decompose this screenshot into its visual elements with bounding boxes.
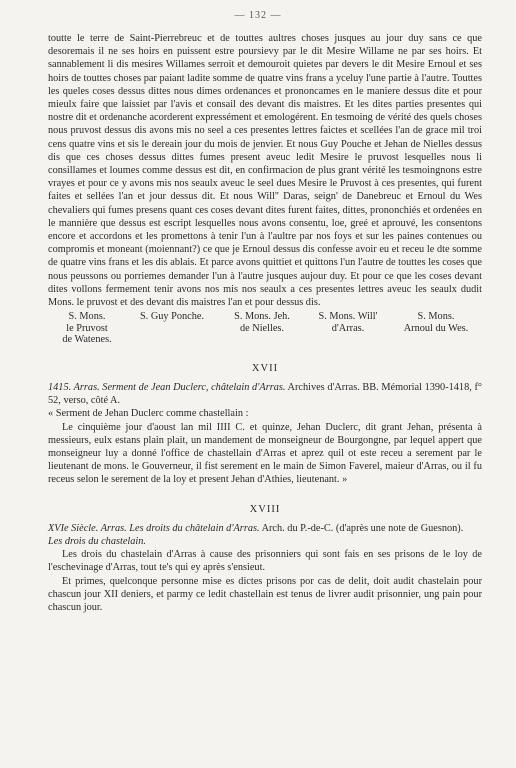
- section-17-text: Le cinquième jour d'aoust lan mil IIII C. et quinze, Jehan Duclerc, dit grant Jehan, présenta à messieurs, eulx estans plain plait, un mandement de monseigneur de Bourgongne, par lequel appert que monseigneur luy a donné l'office de chastellain d'Arras et aprez quil ot este receu a serement par le lieutenant de mons. le Gouverneur, il fist serement en le main de Simon Faverel, maieur d'Arras, ou il fu receus selon le serement de la loy et present Jehan d'Athies, lieutenant. »: [48, 421, 482, 486]
- section-17-heading: XVII: [251, 362, 279, 374]
- section-18-subtitle: Les drois du chastelain.: [48, 536, 147, 547]
- charter-paragraph: toutte le terre de Saint-Pierrebreuc et de touttes aultres choses jusques au jour duy sans ce que desoremais il ne ses hoirs en puissent estre poursievy par le dit Mesire Willame ne par ses hoirs. Et sannablement li dis mesires Willames serroit et demouroit quietes par devers le dit Mesire Ernoul et ses hoirs de touttes choses par paiant ladite somme de quatre vins frans a yceluy l'une partie à l'autre. Touttes les queles coses dessus dittes nous dimes ordenances et prononcames en le maniere dessus dite et pour mieulx faire que laissiet par l'avis et consail des devant dis maistres. Et les dites parties presentes qui nostre dit et ordenanche acorderent expressément et emologérent. En tesmoing de vérité des quels choses nous pruvost dessus dis avons mis no seel a ces presentes lettres faictes et scellées l'an de grace mil troi cens quatre vins et sis le dereain jour du mois de jenvier. Et nous Guy Pouche et Jehan de Nielles dessus dis que ces choses dessus dittes fumes present aveuc ledit Mesire le pruvost lesquelles nous li consillames et loumes comme dessus est dit, en confirmacion de plus grant vérité les tesmoingnons estre vrayes et pour ce y avons mis nos seaulx aveuc le seel dues Mesire le Pruvost à ces presentes, qui furent faites et sellées l'an et jour dessus dit. Et nous Will'' Daras, seign' de Danebreuc et Ernoul du Wes chevaliers qui fumes presens quant ces coses devant dites furent faites, dittes, prononchiés et ordenées en le mannière que dessus est escript lesquelles nous avons consentu, loe, greé et aprouvé, les consentons encore et accordons et les promettons à tenir l'un à l'aultre par nos foys et sur les paines contenues ou compromis et moneant (moiennant?) ce que je Ernoul dessus dis confesse avoir eu et receu le dte somme de quatre vins frans et les dis ablais. Et parce avons quittiet et quittons l'un l'autre de touttes les coses que nous peussons ou porriemes demander l'un à l'autre jusques aujour duy. Et pour ce que les coses devant dites vollons fermement tenir avons nos mis nos seaulx a ces presentes lettres aveuc les seaulx dudit Mons. le pruvost et des devant dis maistres l'an et pour dessus dis.: [48, 33, 482, 309]
- section-17-quote-title: « Serment de Jehan Duclerc comme chastellain :: [48, 408, 249, 420]
- section-17-source-title: 1415. Arras. Serment de Jean Duclerc, châtelain d'Arras.: [48, 381, 286, 393]
- section-17-source-archive: Archives d'Arras. BB. Mémorial 1390-1418, f° 52, verso, côté A.: [48, 381, 482, 407]
- section-18-source: [48, 522, 482, 535]
- document-body: [48, 32, 482, 614]
- section-18-text-1: Les drois du chastelain d'Arras à cause des prisonniers qui sont fais en ses prisons de le loy de l'eschevinage d'Arras, tout te's qui ey après s'ensieut.: [48, 549, 482, 574]
- signature-jehan-de-nielles: S. Mons. Jeh. de Nielles.: [234, 311, 290, 334]
- section-18-heading: XVIII: [249, 503, 281, 515]
- signature-arnoul-du-wes: S. Mons. Arnoul du Wes.: [403, 311, 469, 334]
- section-18-text-2: Et primes, quelconque personne mise es dictes prisons por cas de delit, doit audit chastelain pour chascun jour XII deniers, et parmy ce ledit chastellain est tenus de livrer audit prisonnier, ung pain pour chascun jour.: [48, 575, 482, 614]
- signature-pruvost: S. Mons. le Pruvost de Watenes.: [62, 311, 112, 346]
- section-18-source-title: XVIe Siècle. Arras. Les droits du châtelain d'Arras.: [48, 522, 260, 534]
- signature-will-darras: S. Mons. Will' d'Arras.: [318, 311, 378, 334]
- section-17-source: [48, 381, 482, 407]
- signature-guy-ponche: S. Guy Ponche.: [139, 311, 205, 323]
- signature-row: [48, 311, 482, 346]
- page-number: — 132 —: [234, 10, 282, 21]
- section-18-source-archive: Arch. du P.-de-C. (d'après une note de Guesnon).: [259, 522, 464, 534]
